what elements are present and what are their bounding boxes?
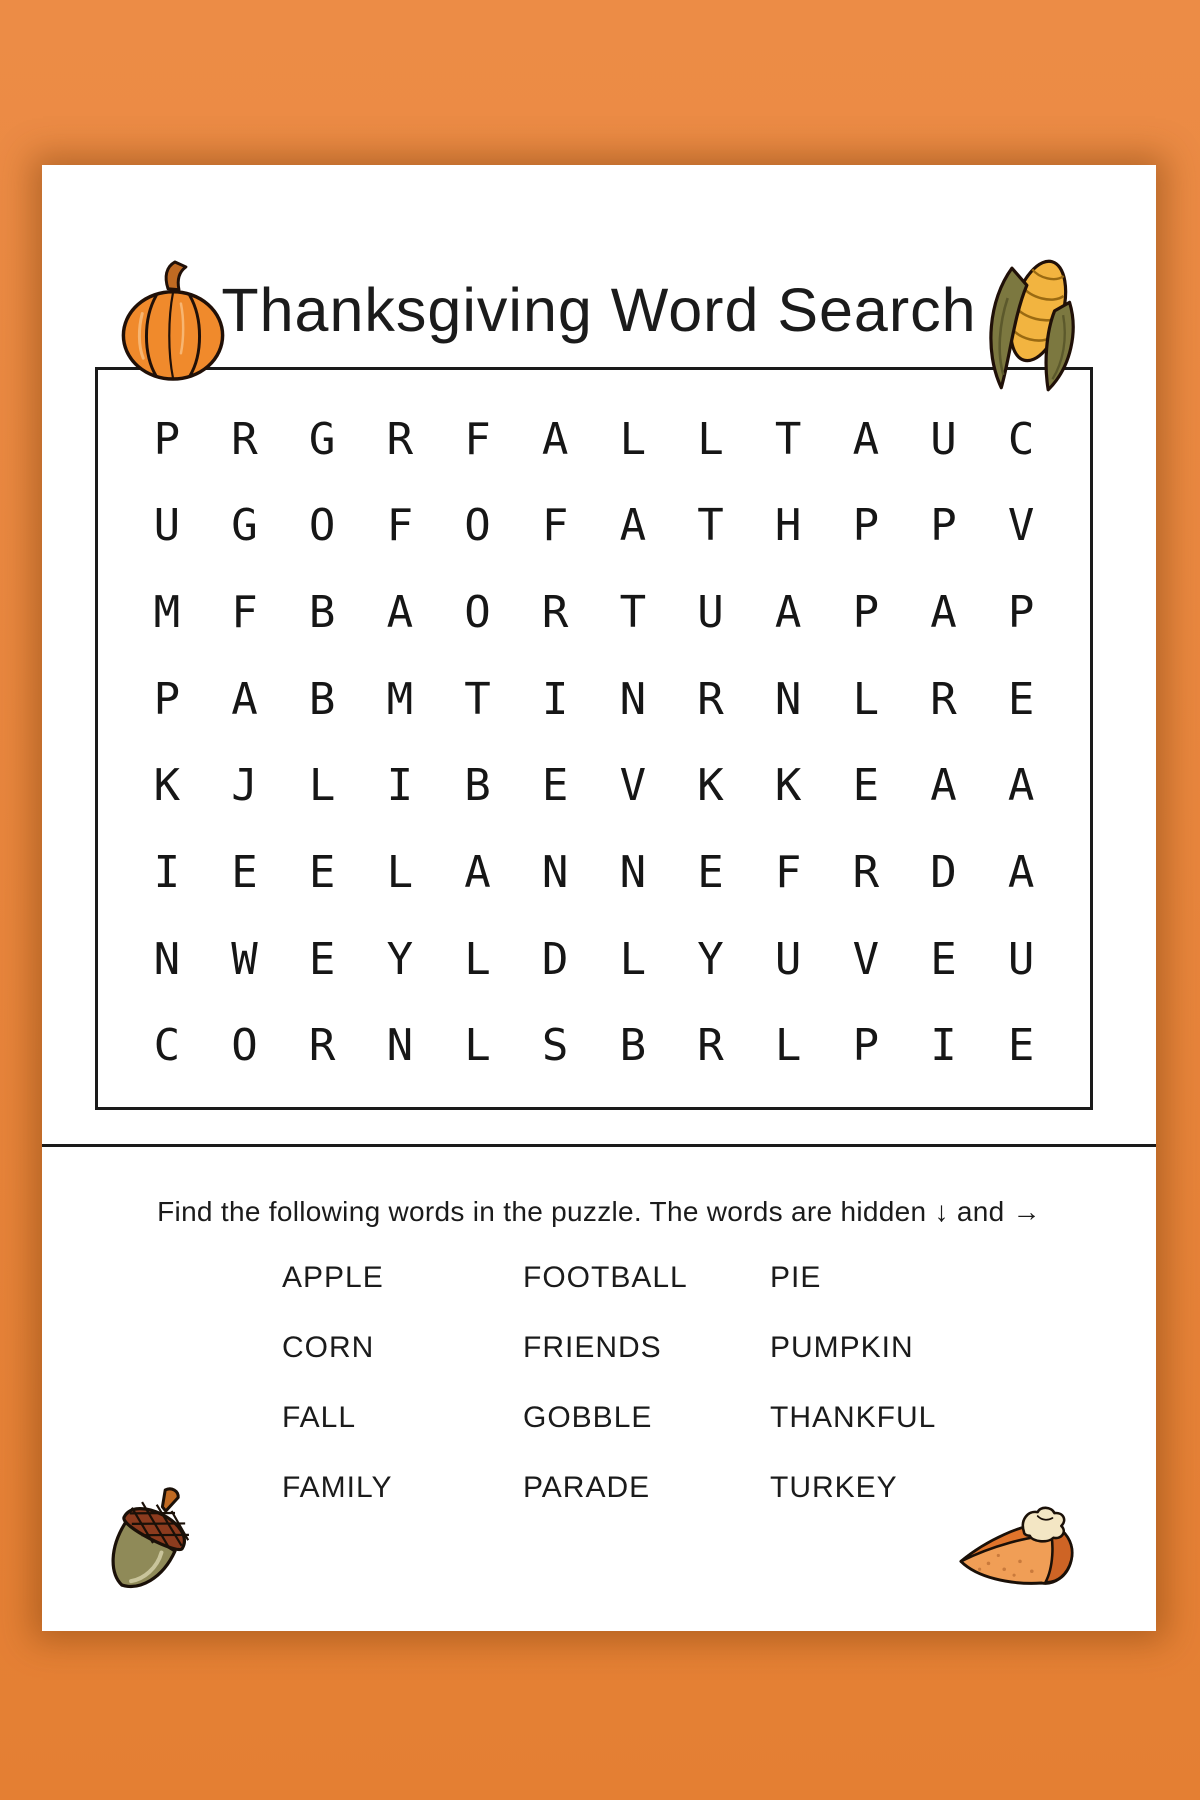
grid-letter: I xyxy=(386,760,414,812)
word-list-item: FAMILY xyxy=(282,1471,393,1504)
grid-letter: E xyxy=(231,846,258,898)
word-list-item: FRIENDS xyxy=(523,1331,662,1364)
grid-letter: A xyxy=(619,500,647,552)
grid-letter: F xyxy=(774,846,802,898)
grid-letter: U xyxy=(930,413,957,465)
grid-letter: R xyxy=(541,587,569,639)
word-list-item: GOBBLE xyxy=(523,1401,653,1434)
grid-letter: A xyxy=(464,846,491,898)
grid-letter: P xyxy=(1007,587,1035,639)
grid-letter: B xyxy=(619,1020,647,1072)
grid-letter: L xyxy=(619,933,647,985)
grid-letter: R xyxy=(697,1020,724,1072)
letter-grid xyxy=(95,367,1093,1110)
grid-letter: P xyxy=(153,413,181,465)
grid-letter: E xyxy=(308,846,336,898)
grid-letter: K xyxy=(774,760,802,812)
grid-letter: R xyxy=(231,413,258,465)
grid-letter: A xyxy=(386,587,414,639)
grid-letter: P xyxy=(153,673,181,725)
word-list-item: FALL xyxy=(282,1401,357,1434)
grid-letter: F xyxy=(231,587,258,639)
grid-letter: S xyxy=(541,1020,569,1072)
word-list-item: FOOTBALL xyxy=(523,1261,688,1294)
grid-letter: W xyxy=(231,933,258,985)
grid-letter: L xyxy=(697,413,724,465)
grid-letter: E xyxy=(541,760,569,812)
grid-letter: L xyxy=(464,933,491,985)
grid-letter: A xyxy=(1007,760,1035,812)
grid-letter: E xyxy=(852,760,880,812)
grid-letter: I xyxy=(930,1020,957,1072)
grid-letter: N xyxy=(541,846,569,898)
grid-letter: N xyxy=(619,673,647,725)
grid-letter: H xyxy=(774,500,802,552)
grid-letter: F xyxy=(386,500,414,552)
word-list-item: CORN xyxy=(282,1331,375,1364)
grid-letter: K xyxy=(697,760,724,812)
grid-letter: B xyxy=(308,673,336,725)
grid-letter: U xyxy=(153,500,181,552)
grid-letter: K xyxy=(153,760,181,812)
grid-letter: R xyxy=(308,1020,336,1072)
grid-letter: E xyxy=(697,846,724,898)
worksheet-page xyxy=(42,165,1156,1631)
pumpkin-icon xyxy=(116,259,230,383)
acorn-icon xyxy=(90,1481,200,1605)
grid-letter: R xyxy=(930,673,957,725)
grid-letter: L xyxy=(308,760,336,812)
grid-letter: E xyxy=(1007,1020,1035,1072)
grid-letter: Y xyxy=(386,933,414,985)
grid-letter: B xyxy=(464,760,491,812)
grid-letter: M xyxy=(386,673,414,725)
grid-letter: O xyxy=(464,587,491,639)
grid-letter: O xyxy=(464,500,491,552)
grid-letter: A xyxy=(930,587,957,639)
divider-line xyxy=(42,1144,1156,1147)
grid-letter: B xyxy=(308,587,336,639)
grid-letter: F xyxy=(541,500,569,552)
grid-letter: J xyxy=(231,760,258,812)
corn-icon xyxy=(970,249,1088,393)
word-list-item: PIE xyxy=(770,1261,822,1294)
grid-letter: N xyxy=(774,673,802,725)
word-list-item: PARADE xyxy=(523,1471,651,1504)
grid-letter: I xyxy=(541,673,569,725)
instruction-text: Find the following words in the puzzle. The words are hidden ↓ and → xyxy=(157,1196,1041,1227)
grid-letter: N xyxy=(153,933,181,985)
grid-letter: D xyxy=(541,933,569,985)
grid-letter: N xyxy=(386,1020,414,1072)
word-list-item: PUMPKIN xyxy=(770,1331,914,1364)
grid-letter: L xyxy=(774,1020,802,1072)
grid-letter: R xyxy=(386,413,414,465)
grid-letter: P xyxy=(930,500,957,552)
grid-letter: O xyxy=(231,1020,258,1072)
grid-letter: E xyxy=(308,933,336,985)
grid-letter: G xyxy=(231,500,258,552)
grid-letter: A xyxy=(231,673,258,725)
grid-letter: R xyxy=(852,846,880,898)
grid-letter: U xyxy=(697,587,724,639)
word-list-column-1 xyxy=(282,1243,392,1523)
grid-letter: R xyxy=(697,673,724,725)
grid-letter: A xyxy=(852,413,880,465)
grid-letter: I xyxy=(153,846,181,898)
grid-letter: N xyxy=(619,846,647,898)
grid-letter: A xyxy=(1007,846,1035,898)
grid-letter: T xyxy=(464,673,491,725)
grid-letter: E xyxy=(930,933,957,985)
grid-letter: V xyxy=(852,933,880,985)
grid-letter: T xyxy=(619,587,647,639)
grid-letter: L xyxy=(852,673,880,725)
grid-letter: L xyxy=(464,1020,491,1072)
grid-letter: T xyxy=(774,413,802,465)
grid-letter: O xyxy=(308,500,336,552)
word-list-item: TURKEY xyxy=(770,1471,898,1504)
grid-letter: P xyxy=(852,500,880,552)
grid-letter: D xyxy=(930,846,957,898)
pumpkin-pie-icon xyxy=(955,1505,1083,1601)
grid-letter: P xyxy=(852,587,880,639)
grid-letter: C xyxy=(153,1020,181,1072)
word-list-column-2 xyxy=(523,1243,688,1523)
grid-letter: A xyxy=(774,587,802,639)
grid-letter: L xyxy=(619,413,647,465)
grid-letter: T xyxy=(697,500,724,552)
grid-letter: F xyxy=(464,413,491,465)
grid-letter: L xyxy=(386,846,414,898)
page-title: Thanksgiving Word Search xyxy=(221,276,977,344)
grid-letter: A xyxy=(541,413,569,465)
word-list-column-3 xyxy=(770,1243,936,1523)
word-list-item: THANKFUL xyxy=(770,1401,937,1434)
grid-letter: C xyxy=(1007,413,1035,465)
grid-letter: E xyxy=(1007,673,1035,725)
word-list-item: APPLE xyxy=(282,1261,384,1294)
grid-letter: G xyxy=(308,413,336,465)
grid-letter: U xyxy=(774,933,802,985)
grid-letter: U xyxy=(1007,933,1035,985)
grid-letter: V xyxy=(1007,500,1035,552)
grid-letter: Y xyxy=(697,933,724,985)
grid-letter: M xyxy=(153,587,181,639)
grid-letter: A xyxy=(930,760,957,812)
grid-letter: P xyxy=(852,1020,880,1072)
grid-letter: V xyxy=(619,760,647,812)
